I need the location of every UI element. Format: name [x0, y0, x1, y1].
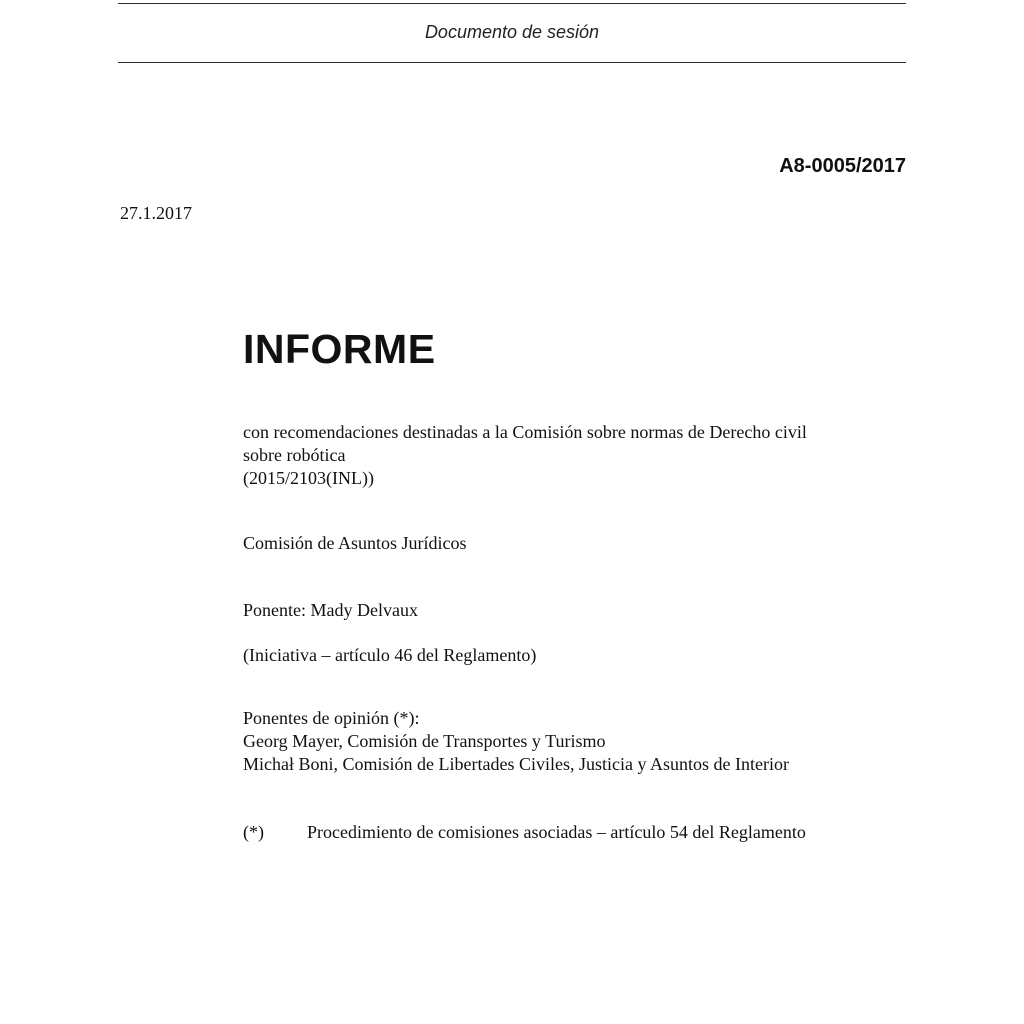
footnote — [243, 821, 943, 844]
header-top-rule — [118, 3, 906, 4]
rapporteur: Ponente: Mady Delvaux — [243, 600, 418, 620]
header-bottom-rule — [118, 62, 906, 63]
document-reference: A8-0005/2017 — [779, 155, 906, 177]
procedure-type: (Iniciativa – artículo 46 del Reglamento) — [243, 645, 537, 665]
report-title: INFORME — [243, 326, 436, 372]
subject-line: sobre robótica — [243, 445, 346, 465]
report-subject — [243, 421, 923, 490]
opinion-rapporteurs-heading: Ponentes de opinión (*): — [243, 708, 420, 728]
subject-line: con recomendaciones destinadas a la Comisión sobre normas de Derecho civil — [243, 422, 807, 442]
opinion-rapporteurs — [243, 707, 923, 776]
committee-name: Comisión de Asuntos Jurídicos — [243, 533, 467, 553]
footnote-text: Procedimiento de comisiones asociadas – artículo 54 del Reglamento — [307, 822, 806, 842]
opinion-rapporteur-entry: Georg Mayer, Comisión de Transportes y Turismo — [243, 731, 606, 751]
session-document-label: Documento de sesión — [424, 22, 600, 42]
document-date: 27.1.2017 — [120, 203, 192, 223]
procedure-number: (2015/2103(INL)) — [243, 468, 374, 488]
footnote-mark: (*) — [243, 822, 264, 842]
opinion-rapporteur-entry: Michał Boni, Comisión de Libertades Civiles, Justicia y Asuntos de Interior — [243, 754, 789, 774]
